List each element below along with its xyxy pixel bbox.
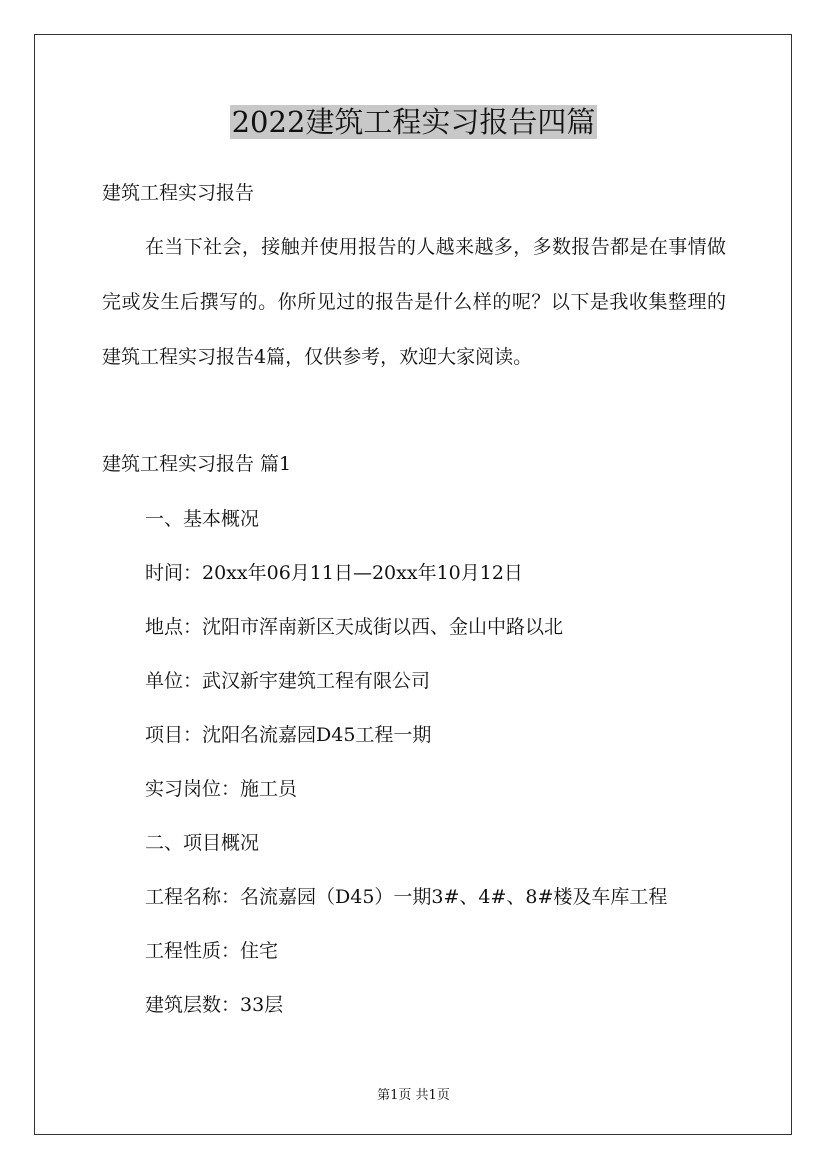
- detail-line-project-name: 工程名称：名流嘉园（D45）一期3#、4#、8#楼及车库工程: [145, 886, 668, 908]
- subheading-project-overview: 二、项目概况: [145, 832, 260, 854]
- detail-line-position: 实习岗位：施工员: [145, 778, 298, 800]
- document-title: 2022建筑工程实习报告四篇: [231, 105, 596, 139]
- page-footer: 第1页 共1页: [377, 1088, 450, 1103]
- detail-line-floors: 建筑层数：33层: [145, 994, 284, 1016]
- detail-line-project-nature: 工程性质：住宅: [145, 940, 279, 962]
- intro-paragraph: 在当下社会，接触并使用报告的人越来越多，多数报告都是在事情做完或发生后撰写的。你所见过的报告是什么样的呢？以下是我收集整理的建筑工程实习报告4篇，仅供参考，欢迎大家阅读。: [102, 236, 726, 368]
- detail-line-location: 地点：沈阳市浑南新区天成街以西、金山中路以北: [145, 616, 564, 638]
- detail-line-company: 单位：武汉新宇建筑工程有限公司: [145, 670, 431, 692]
- detail-line-time: 时间：20xx年06月11日—20xx年10月12日: [145, 562, 523, 584]
- subheading-basic-overview: 一、基本概况: [145, 508, 260, 530]
- report-heading: 建筑工程实习报告: [102, 182, 255, 204]
- section-heading: 建筑工程实习报告 篇1: [102, 453, 292, 475]
- detail-line-project: 项目：沈阳名流嘉园D45工程一期: [145, 724, 432, 746]
